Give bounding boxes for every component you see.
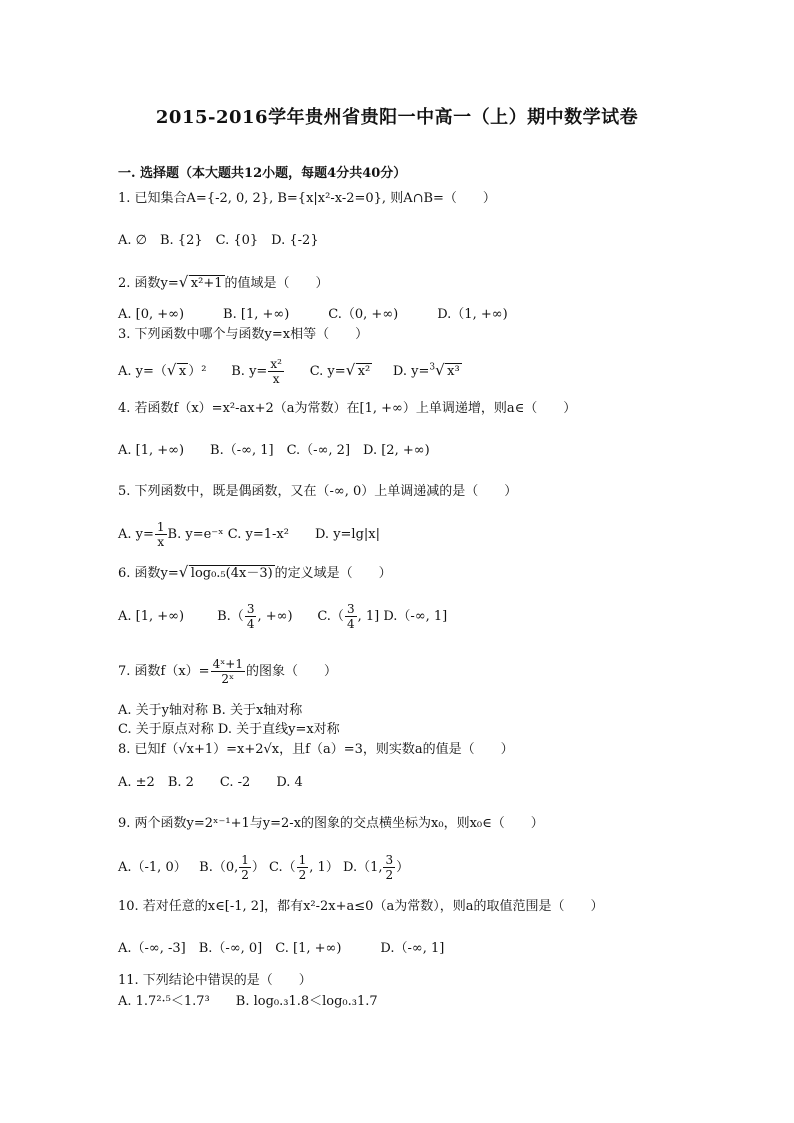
question-11-stem: 11. 下列结论中错误的是（ ） — [118, 973, 312, 988]
q3-opt-d-prefix: D. y= — [392, 364, 430, 379]
question-8-stem: 8. 已知f（√x+1）=x+2√x，且f（a）=3，则实数a的值是（ ） — [118, 742, 514, 757]
fraction — [239, 853, 251, 882]
question-5-options — [118, 520, 380, 549]
fraction-numerator: 4ˣ+1 — [212, 657, 243, 671]
fraction — [383, 853, 395, 882]
question-11-options: A. 1.7²·⁵＜1.7³ B. log₀.₃1.8＜log₀.₃1.7 — [118, 994, 378, 1009]
q6-opt-c-prefix: C.（ — [317, 609, 344, 624]
fraction-denominator: 2 — [298, 868, 307, 882]
q3-opt-a-suffix: ）² — [188, 364, 207, 379]
q9-opt-b-suffix: ） — [251, 860, 265, 875]
fraction-denominator: 2 — [241, 868, 249, 882]
fraction-numerator: x² — [270, 357, 282, 371]
q3-opt-a-radicand: x — [178, 364, 187, 379]
sqrt-expression — [346, 363, 373, 381]
fraction-numerator: 1 — [298, 853, 307, 867]
question-2-options: A. [0, +∞) B. [1, +∞) C.（0, +∞) D.（1, +∞) — [118, 307, 508, 322]
q3-opt-b-prefix: B. y= — [231, 364, 268, 379]
question-3-options — [118, 357, 462, 386]
fraction-numerator: 3 — [346, 602, 355, 616]
fraction-numerator: 1 — [241, 853, 249, 867]
q9-opt-b-prefix: B.（0, — [199, 860, 239, 875]
question-7-options-cd: C. 关于原点对称 D. 关于直线y=x对称 — [118, 722, 340, 737]
q6-stem-prefix: 6. 函数y= — [118, 566, 179, 581]
question-10-stem: 10. 若对任意的x∈[-1, 2]，都有x²-2x+a≤0（a为常数），则a的取值范围是（ ） — [118, 899, 604, 914]
q6-opt-d: D.（-∞, 1] — [383, 609, 448, 624]
question-9-stem: 9. 两个函数y=2ˣ⁻¹+1与y=2-x的图象的交点横坐标为x₀，则x₀∈（ ） — [118, 816, 544, 831]
q6-opt-c-suffix: , 1] — [357, 609, 380, 624]
question-5-stem: 5. 下列函数中，既是偶函数，又在（-∞, 0）上单调递减的是（ ） — [118, 484, 518, 499]
q9-opt-d-prefix: D.（1, — [342, 860, 383, 875]
sqrt-expression — [167, 363, 188, 381]
q6-opt-b-prefix: B.（ — [217, 609, 244, 624]
q9-opt-a: A.（-1, 0） — [118, 860, 187, 875]
fraction — [345, 602, 357, 631]
cube-root-expression — [435, 363, 462, 381]
fraction-denominator: 2 — [385, 868, 394, 882]
question-1-options: A. ∅ B. {2} C. {0} D. {-2} — [118, 233, 319, 248]
fraction-denominator: 2ˣ — [221, 672, 235, 686]
question-10-options: A.（-∞, -3] B.（-∞, 0] C. [1, +∞) D.（-∞, 1] — [118, 941, 445, 956]
fraction-denominator: x — [157, 535, 165, 549]
page-title: 2015-2016学年贵州省贵阳一中高一（上）期中数学试卷 — [155, 107, 639, 128]
fraction-denominator: x — [272, 372, 280, 386]
question-8-options: A. ±2 B. 2 C. -2 D. 4 — [118, 775, 303, 790]
q9-opt-c-suffix: , 1） — [309, 860, 339, 875]
question-3-stem: 3. 下列函数中哪个与函数y=x相等（ ） — [118, 327, 369, 342]
root-index: 3 — [429, 362, 436, 373]
q5-other-options: B. y=e⁻ˣ C. y=1-x² D. y=lg|x| — [167, 527, 381, 542]
fraction-numerator: 3 — [246, 602, 255, 616]
fraction-numerator: 3 — [385, 853, 394, 867]
q9-opt-c-prefix: C.（ — [269, 860, 296, 875]
fraction — [211, 657, 245, 686]
q6-radicand: log₀.₅(4x－3) — [190, 566, 273, 581]
section-heading: 一. 选择题（本大题共12小题，每题4分共40分） — [118, 166, 407, 181]
q7-stem-suffix: 的图象（ ） — [246, 664, 338, 679]
q3-opt-d-radicand: x³ — [447, 364, 460, 379]
fraction-denominator: 4 — [246, 617, 255, 631]
q6-stem-suffix: 的定义域是（ ） — [274, 566, 392, 581]
q2-radicand: x²+1 — [190, 276, 223, 291]
q6-opt-b-suffix: , +∞) — [257, 609, 293, 624]
fraction — [245, 602, 257, 631]
question-2-stem — [118, 275, 329, 293]
q2-stem-prefix: 2. 函数y= — [118, 276, 179, 291]
question-7-options-ab: A. 关于y轴对称 B. 关于x轴对称 — [118, 703, 303, 718]
question-9-options — [118, 853, 409, 882]
q2-stem-suffix: 的值域是（ ） — [224, 276, 329, 291]
q7-stem-prefix: 7. 函数f（x）= — [118, 664, 210, 679]
q9-opt-d-suffix: ） — [396, 860, 410, 875]
q3-opt-c-radicand: x² — [357, 364, 371, 379]
question-4-options: A. [1, +∞) B.（-∞, 1] C.（-∞, 2] D. [2, +∞) — [118, 443, 430, 458]
fraction — [268, 357, 284, 386]
q3-opt-c-prefix: C. y= — [309, 364, 346, 379]
sqrt-expression — [179, 565, 275, 583]
question-7-stem — [118, 657, 337, 686]
q3-opt-a-prefix: A. y=（ — [118, 364, 167, 379]
fraction-numerator: 1 — [156, 520, 165, 534]
question-4-stem: 4. 若函数f（x）=x²-ax+2（a为常数）在[1, +∞）上单调递增，则a∈（ ） — [118, 401, 577, 416]
fraction — [155, 520, 167, 549]
fraction-denominator: 4 — [346, 617, 355, 631]
fraction — [297, 853, 309, 882]
question-6-options — [118, 602, 447, 631]
question-1-stem: 1. 已知集合A={-2, 0, 2}, B={x|x²-x-2=0}, 则A∩B=（ ） — [118, 191, 496, 206]
sqrt-expression — [179, 275, 225, 293]
q5-opt-a-prefix: A. y= — [118, 527, 154, 542]
q6-opt-a: A. [1, +∞) — [118, 609, 185, 624]
question-6-stem — [118, 565, 392, 583]
